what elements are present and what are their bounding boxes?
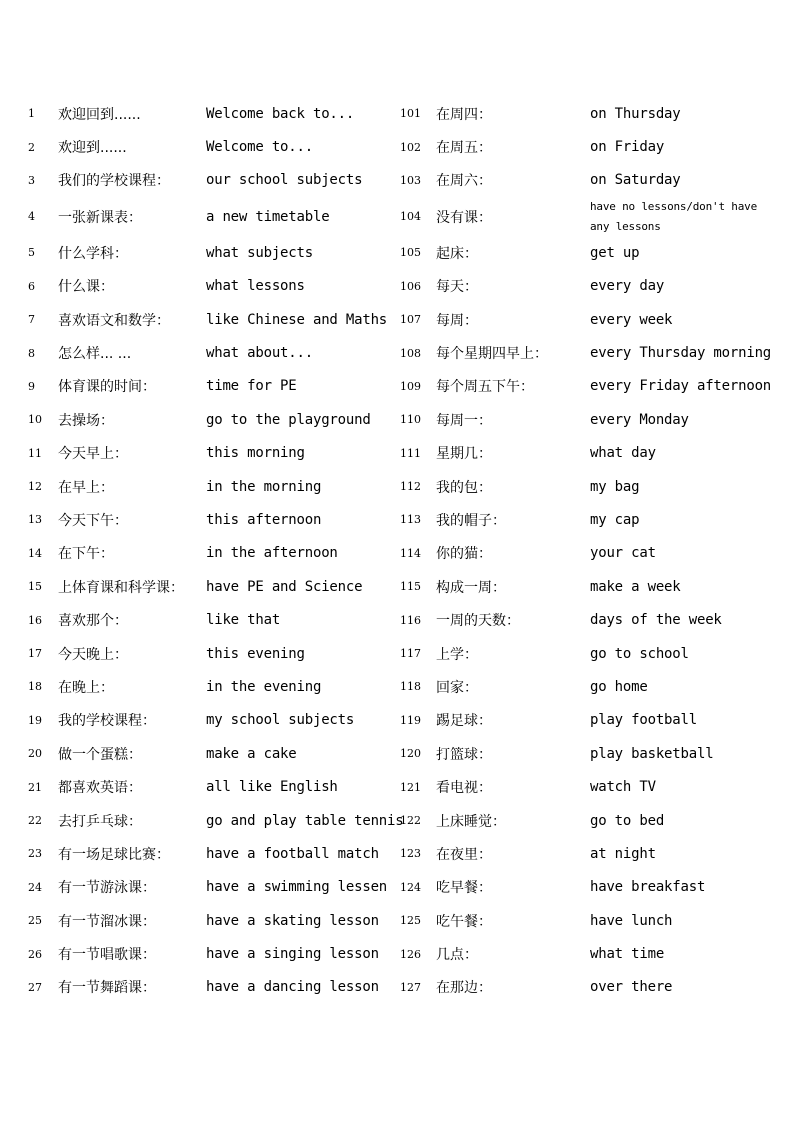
table-row <box>24 837 784 870</box>
right-entry-chinese: 踢足球： <box>436 713 492 730</box>
right-entry-number: 122 <box>400 814 421 827</box>
left-entry-english: what about... <box>206 345 313 362</box>
right-entry-english: over there <box>590 979 673 996</box>
left-entry-chinese: 怎么样... ... <box>58 346 132 363</box>
right-entry-english: every day <box>590 278 665 295</box>
left-entry-chinese: 在早上： <box>58 479 114 496</box>
right-entry-number: 108 <box>400 346 421 360</box>
left-entry-english: what subjects <box>206 244 313 261</box>
vocabulary-table <box>24 97 784 1004</box>
table-row <box>24 164 784 197</box>
left-entry-number: 21 <box>28 780 42 794</box>
table-row <box>24 570 784 603</box>
right-entry-english: your cat <box>590 545 656 562</box>
left-entry-chinese: 有一节游泳课： <box>58 880 156 897</box>
right-entry-chinese: 构成一周： <box>436 579 506 596</box>
left-entry-chinese: 我的学校课程： <box>58 713 156 730</box>
left-entry-english: time for PE <box>206 378 297 395</box>
left-entry-english: Welcome back to... <box>206 105 355 122</box>
right-entry-english: have breakfast <box>590 879 706 896</box>
left-entry-english: like Chinese and Maths <box>206 311 388 328</box>
right-entry-english: every Friday afternoon <box>590 378 772 395</box>
right-entry-chinese: 星期几： <box>436 446 492 463</box>
right-entry-chinese: 在夜里： <box>436 846 492 863</box>
left-entry-number: 18 <box>28 680 42 694</box>
left-entry-number: 27 <box>28 980 42 994</box>
left-entry-english: this evening <box>206 645 305 662</box>
left-entry-chinese: 做一个蛋糕： <box>58 746 142 763</box>
left-entry-chinese: 有一节唱歌课： <box>58 947 156 964</box>
right-entry-number: 111 <box>400 446 421 460</box>
right-entry-chinese: 打篮球： <box>436 746 492 763</box>
right-entry-chinese: 每周： <box>436 312 478 329</box>
left-entry-number: 13 <box>28 513 42 527</box>
table-row <box>24 97 784 130</box>
left-entry-number: 9 <box>28 379 35 393</box>
right-entry-chinese: 吃午餐： <box>436 913 492 930</box>
right-entry-english: on Friday <box>590 139 665 156</box>
right-entry-chinese: 在周六： <box>436 173 492 190</box>
right-entry-english: go home <box>590 678 648 695</box>
left-entry-number: 3 <box>28 173 35 187</box>
right-entry-chinese: 每天： <box>436 279 478 296</box>
right-entry-chinese: 每个星期四早上： <box>436 346 548 363</box>
table-row <box>24 197 784 236</box>
right-entry-chinese: 起床： <box>436 245 478 262</box>
table-row <box>24 470 784 503</box>
table-row <box>24 236 784 269</box>
left-entry-number: 15 <box>28 580 42 594</box>
right-entry-number: 109 <box>400 379 421 393</box>
left-entry-chinese: 什么课： <box>58 279 114 296</box>
table-row <box>24 704 784 737</box>
left-entry-number: 20 <box>28 747 42 761</box>
left-entry-number: 6 <box>28 279 35 293</box>
right-entry-chinese: 回家： <box>436 679 478 696</box>
left-entry-chinese: 我们的学校课程： <box>58 173 170 190</box>
table-row <box>24 130 784 163</box>
right-entry-english: have lunch <box>590 912 673 929</box>
right-entry-number: 107 <box>400 313 421 327</box>
left-entry-english: our school subjects <box>206 172 363 189</box>
table-row <box>24 804 784 837</box>
table-row <box>24 503 784 536</box>
table-row <box>24 270 784 303</box>
left-entry-english: have PE and Science <box>206 578 363 595</box>
right-entry-number: 102 <box>400 140 421 154</box>
left-entry-english: Welcome to... <box>206 139 313 156</box>
left-entry-chinese: 一张新课表： <box>58 209 142 226</box>
right-entry-english: my cap <box>590 511 640 528</box>
left-entry-english: go to the playground <box>206 411 371 428</box>
left-entry-chinese: 有一节舞蹈课： <box>58 980 156 997</box>
right-entry-english: every Thursday morning <box>590 345 772 362</box>
right-entry-english: every Monday <box>590 411 689 428</box>
left-entry-number: 11 <box>28 446 42 460</box>
left-entry-chinese: 今天晚上： <box>58 646 128 663</box>
left-entry-number: 23 <box>28 847 42 861</box>
right-entry-chinese: 看电视： <box>436 780 492 797</box>
right-entry-chinese: 几点： <box>436 947 478 964</box>
left-entry-number: 4 <box>28 210 35 224</box>
left-entry-chinese: 今天早上： <box>58 446 128 463</box>
left-entry-english: have a skating lesson <box>206 912 379 929</box>
right-entry-chinese: 吃早餐： <box>436 880 492 897</box>
right-entry-english: what time <box>590 946 665 963</box>
left-entry-number: 7 <box>28 313 35 327</box>
left-entry-chinese: 有一节溜冰课： <box>58 913 156 930</box>
right-entry-english: get up <box>590 244 640 261</box>
right-entry-chinese: 一周的天数： <box>436 613 520 630</box>
left-entry-number: 26 <box>28 947 42 961</box>
right-entry-english: my bag <box>590 478 640 495</box>
left-entry-chinese: 喜欢语文和数学： <box>58 312 170 329</box>
right-entry-number: 101 <box>400 107 421 121</box>
right-entry-number: 121 <box>400 780 421 794</box>
right-entry-english: go to school <box>590 645 689 662</box>
table-row <box>24 971 784 1004</box>
right-entry-number: 120 <box>400 747 421 761</box>
right-entry-number: 114 <box>400 546 421 560</box>
left-entry-number: 14 <box>28 546 42 560</box>
left-entry-english: in the evening <box>206 678 322 695</box>
table-row <box>24 403 784 436</box>
table-row <box>24 437 784 470</box>
left-entry-number: 10 <box>28 413 42 427</box>
left-entry-chinese: 去打乒乓球： <box>58 813 142 830</box>
left-entry-english: what lessons <box>206 278 305 295</box>
right-entry-chinese: 每周一： <box>436 412 492 429</box>
table-row <box>24 871 784 904</box>
left-entry-number: 2 <box>28 140 35 154</box>
left-entry-number: 17 <box>28 647 42 661</box>
right-entry-chinese: 没有课： <box>436 209 492 226</box>
table-row <box>24 637 784 670</box>
right-entry-chinese: 上床睡觉： <box>436 813 506 830</box>
right-entry-number: 124 <box>400 880 421 894</box>
left-entry-english: like that <box>206 612 281 629</box>
left-entry-number: 1 <box>28 107 35 121</box>
right-entry-number: 105 <box>400 246 421 260</box>
table-row <box>24 370 784 403</box>
left-entry-chinese: 什么学科： <box>58 245 128 262</box>
right-entry-english: play basketball <box>590 745 714 762</box>
left-entry-english: my school subjects <box>206 712 355 729</box>
table-row <box>24 336 784 369</box>
left-entry-chinese: 今天下午： <box>58 512 128 529</box>
right-entry-chinese: 在周五： <box>436 140 492 157</box>
right-entry-english: what day <box>590 445 656 462</box>
right-entry-english: at night <box>590 845 656 862</box>
right-entry-number: 127 <box>400 980 421 994</box>
left-entry-chinese: 欢迎回到...... <box>58 106 141 123</box>
left-entry-chinese: 在下午： <box>58 546 114 563</box>
left-entry-english: this afternoon <box>206 511 322 528</box>
left-entry-number: 8 <box>28 346 35 360</box>
right-entry-chinese: 我的包： <box>436 479 492 496</box>
left-entry-chinese: 上体育课和科学课： <box>58 579 184 596</box>
left-entry-number: 22 <box>28 814 42 827</box>
left-entry-chinese: 有一场足球比赛： <box>58 846 170 863</box>
right-entry-english: on Saturday <box>590 172 681 189</box>
right-entry-english: watch TV <box>590 779 656 796</box>
right-entry-number: 104 <box>400 210 421 224</box>
left-entry-number: 16 <box>28 613 42 627</box>
right-entry-english: go to bed <box>590 812 665 829</box>
right-entry-english: have no lessons/don't have any lessons <box>590 199 757 233</box>
table-row <box>24 670 784 703</box>
right-entry-number: 112 <box>400 480 421 494</box>
left-entry-english: go and play table tennis <box>206 812 404 829</box>
left-entry-english: in the morning <box>206 478 322 495</box>
left-entry-number: 24 <box>28 880 42 894</box>
table-row <box>24 770 784 803</box>
right-entry-chinese: 上学： <box>436 646 478 663</box>
right-entry-chinese: 每个周五下午： <box>436 379 534 396</box>
left-entry-chinese: 去操场： <box>58 412 114 429</box>
table-row <box>24 603 784 636</box>
left-entry-english: in the afternoon <box>206 545 338 562</box>
right-entry-number: 119 <box>400 713 421 727</box>
right-entry-number: 106 <box>400 279 421 293</box>
right-entry-english: days of the week <box>590 612 722 629</box>
right-entry-number: 117 <box>400 647 421 661</box>
left-entry-number: 12 <box>28 480 42 494</box>
left-entry-english: a new timetable <box>206 208 330 225</box>
table-row <box>24 904 784 937</box>
right-entry-number: 110 <box>400 413 421 427</box>
left-entry-english: make a cake <box>206 745 297 762</box>
left-entry-chinese: 喜欢那个： <box>58 613 128 630</box>
right-entry-english: play football <box>590 712 697 729</box>
right-entry-chinese: 我的帽子： <box>436 512 506 529</box>
table-row <box>24 937 784 970</box>
table-row <box>24 737 784 770</box>
right-entry-chinese: 在周四： <box>436 106 492 123</box>
left-entry-number: 25 <box>28 914 42 928</box>
right-entry-number: 103 <box>400 173 421 187</box>
left-entry-english: this morning <box>206 445 305 462</box>
right-entry-number: 115 <box>400 580 421 594</box>
left-entry-chinese: 都喜欢英语： <box>58 780 142 797</box>
right-entry-english: on Thursday <box>590 105 681 122</box>
table-row <box>24 537 784 570</box>
right-entry-number: 126 <box>400 947 421 961</box>
left-entry-english: have a dancing lesson <box>206 979 379 996</box>
left-entry-chinese: 在晚上： <box>58 679 114 696</box>
right-entry-number: 116 <box>400 613 421 627</box>
right-entry-chinese: 你的猫： <box>436 546 492 563</box>
left-entry-number: 5 <box>28 246 35 260</box>
right-entry-number: 118 <box>400 680 421 694</box>
right-entry-number: 123 <box>400 847 421 861</box>
right-entry-english: every week <box>590 311 673 328</box>
right-entry-number: 125 <box>400 914 421 928</box>
left-entry-english: have a football match <box>206 845 379 862</box>
left-entry-chinese: 欢迎到...... <box>58 140 127 157</box>
left-entry-chinese: 体育课的时间： <box>58 379 156 396</box>
left-entry-english: all like English <box>206 779 338 796</box>
right-entry-english: make a week <box>590 578 681 595</box>
right-entry-number: 113 <box>400 513 421 527</box>
left-entry-english: have a swimming lessen <box>206 879 388 896</box>
table-row <box>24 303 784 336</box>
left-entry-number: 19 <box>28 713 42 727</box>
right-entry-chinese: 在那边： <box>436 980 492 997</box>
left-entry-english: have a singing lesson <box>206 946 379 963</box>
